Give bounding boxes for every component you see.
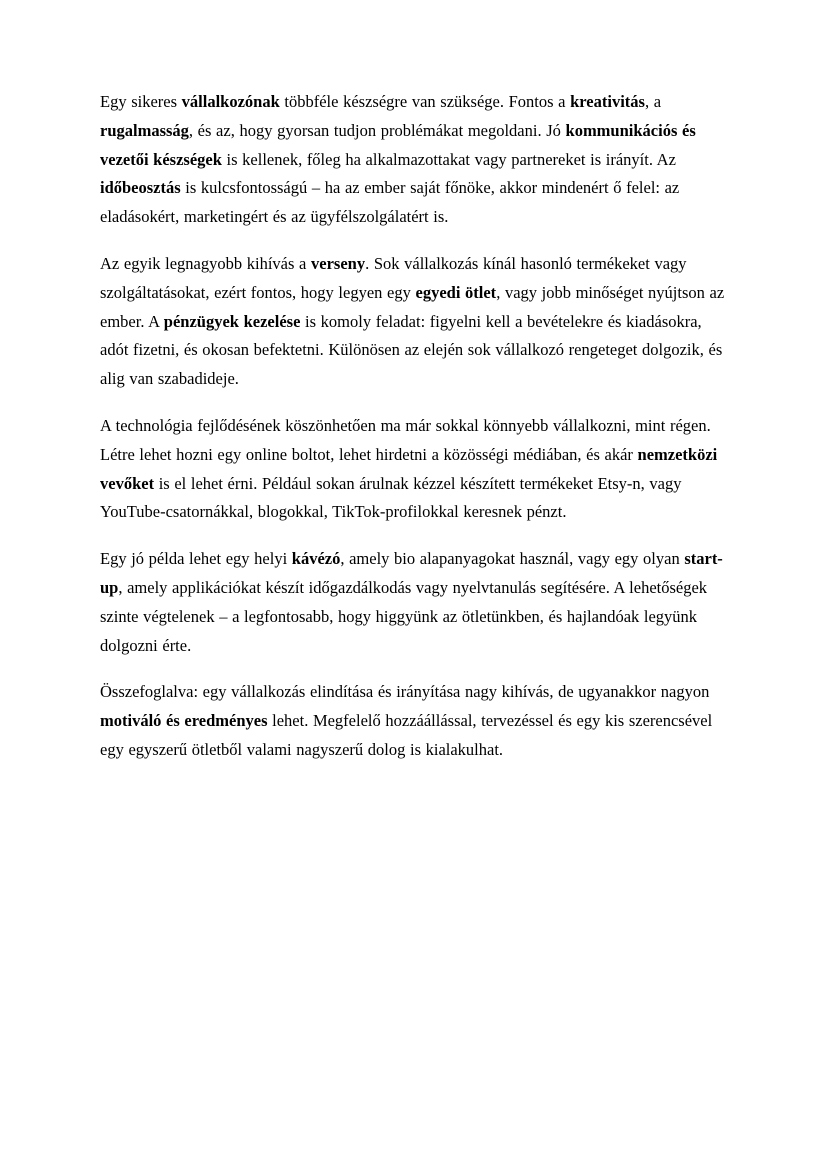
paragraph <box>100 88 731 232</box>
text-run: A technológia fejlődésének köszönhetően ma már sokkal könnyebb vállalkozni, mint régen. Létre lehet hozni egy online boltot, lehet hirdetni a közösségi médiában, és akár <box>100 415 711 464</box>
paragraph <box>100 678 731 764</box>
text-run: . Sok vállalkozás kínál hasonló termékeket vagy szolgáltatásokat, ezért fontos, hogy legyen egy <box>100 253 687 302</box>
bold-text-run: motiváló és eredményes <box>100 711 268 731</box>
text-run: , vagy jobb minőséget nyújtson az ember. A <box>100 282 725 331</box>
text-run: , a <box>644 92 662 111</box>
text-run: is komoly feladat: figyelni kell a bevételekre és kiadásokra, adót fizetni, és okosan befektetni. Különösen az elején sok vállalkozó rengeteget dolgozik, és alig van szabadideje. <box>100 311 723 389</box>
bold-text-run: pénzügyek kezelése <box>163 311 301 331</box>
paragraph <box>100 412 731 527</box>
text-run: , amely applikációkat készít időgazdálkodás vagy nyelvtanulás segítésére. A lehetőségek szinte végtelenek – a legfontosabb, hogy higgyünk az ötletünkben, és hajlandóak legyünk dolgozni érte. <box>100 577 708 655</box>
text-run: Egy sikeres <box>100 92 182 111</box>
text-run: lehet. Megfelelő hozzáállással, tervezéssel és egy kis szerencsével egy egyszerű ötletből valami nagyszerű dolog is kialakulhat. <box>100 711 713 759</box>
bold-text-run: kreativitás <box>570 92 645 111</box>
bold-text-run: időbeosztás <box>100 178 181 198</box>
bold-text-run: kávézó <box>291 549 341 569</box>
paragraph <box>100 545 731 660</box>
bold-text-run: nemzetközi vevőket <box>100 444 718 493</box>
bold-text-run: rugalmasság <box>100 120 189 140</box>
text-run: , amely bio alapanyagokat használ, vagy egy olyan <box>340 549 685 569</box>
bold-text-run: verseny <box>311 253 366 273</box>
text-run: Összefoglalva: egy vállalkozás elindítása és irányítása nagy kihívás, de ugyanakkor nagyon <box>100 682 710 702</box>
document-body <box>100 88 731 765</box>
paragraph <box>100 250 731 394</box>
bold-text-run: vállalkozónak <box>181 92 280 111</box>
text-run: is kulcsfontosságú – ha az ember saját főnöke, akkor mindenért ő felel: az eladásokért, marketingért és az ügyfélszolgálatért is. <box>100 178 680 227</box>
bold-text-run: egyedi ötlet <box>415 282 497 302</box>
text-run: Egy jó példa lehet egy helyi <box>100 549 292 569</box>
text-run: , és az, hogy gyorsan tudjon problémákat megoldani. Jó <box>188 120 566 140</box>
text-run: többféle készségre van szüksége. Fontos a <box>279 92 571 111</box>
bold-text-run: start-up <box>100 549 723 597</box>
text-run: Az egyik legnagyobb kihívás a <box>100 253 311 273</box>
bold-text-run: kommunikációs és vezetői készségek <box>100 120 696 169</box>
text-run: is kellenek, főleg ha alkalmazottakat vagy partnereket is irányít. Az <box>221 149 676 169</box>
text-run: is el lehet érni. Például sokan árulnak kézzel készített termékeket Etsy-n, vagy YouTube-csatornákkal, blogokkal, TikTok-profilokkal keresnek pénzt. <box>100 473 682 522</box>
